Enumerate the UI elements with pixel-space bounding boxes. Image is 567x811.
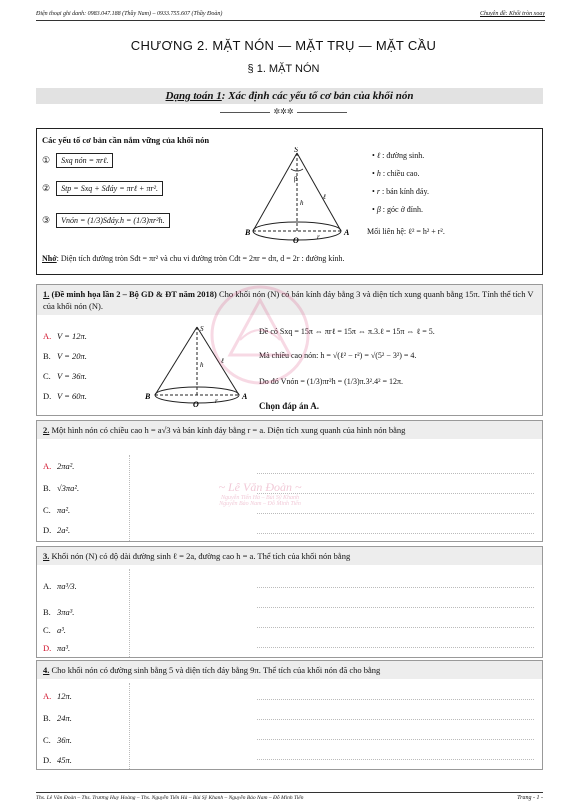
stars-divider: ✲✲✲	[0, 107, 567, 116]
solution-line: Đề có Sxq = 15π ⇔ πrℓ = 15π ⇔ π.3.ℓ = 15π ⇔ ℓ = 5.	[259, 327, 435, 336]
svg-text:r: r	[215, 397, 218, 405]
solution-answer: Chọn đáp án A.	[259, 401, 320, 411]
header-contact: Điện thoại ghi danh: 0983.047.188 (Thầy Nam) – 0933.755.607 (Thầy Đoàn)	[36, 11, 223, 17]
question-1-option-c[interactable]: C. V = 36π.	[43, 371, 87, 381]
legend-item: • β : góc ở đỉnh.	[372, 205, 424, 214]
question-3-option-a[interactable]: A. πa³/3.	[43, 581, 77, 591]
watermark-logo-icon	[200, 280, 320, 390]
legend-item: • ℓ : đường sinh.	[372, 151, 425, 160]
section-title: § 1. MẶT NÓN	[247, 63, 320, 75]
cone-label-l: ℓ	[323, 193, 326, 201]
question-4-option-b[interactable]: B. 24π.	[43, 713, 72, 723]
page-number: Trang - 1 -	[517, 795, 543, 801]
question-1-option-d[interactable]: D. V = 60π.	[43, 391, 87, 401]
question-4-option-d[interactable]: D. 45π.	[43, 755, 72, 765]
relation: Mối liên hệ: ℓ² = h² + r².	[367, 227, 445, 236]
question-1-stem: 1. (Đề minh họa lần 2 – Bộ GD & ĐT năm 2018) Cho khối nón (N) có bán kính đáy bằng 3 và diện tích xung quanh bằng 15π. Tính thể tích V của khối nón (N).	[37, 285, 542, 315]
header-topic: Chuyên đề: Khối tròn xoay	[480, 11, 545, 17]
formula-1: ① Sxq nón = πrℓ.	[42, 153, 113, 168]
question-2-option-a[interactable]: A. 2πa².	[43, 461, 75, 471]
svg-text:A: A	[242, 392, 248, 401]
formula-3: ③ Vnón = (1/3)Sđáy.h = (1/3)πr²h.	[42, 213, 170, 228]
topic-title: : Xác định các yếu tố cơ bản của khối nón	[221, 90, 414, 102]
page-header	[36, 10, 545, 21]
question-3-option-b[interactable]: B. 3πa³.	[43, 607, 75, 617]
footer-authors: Ths. Lê Văn Đoàn – Ths. Trương Huy Hoàng – Ths. Nguyễn Tiến Hà – Bùi Sỹ Khanh – Nguyễn Bảo Nam – Đỗ Minh Tiến	[36, 795, 304, 801]
svg-text:O: O	[193, 400, 199, 409]
cone-label-o: O	[293, 236, 299, 245]
legend-item: • h : chiều cao.	[372, 169, 420, 178]
formula-2: ② Stp = Sxq + Sđáy = πrℓ + πr².	[42, 181, 163, 196]
svg-text:S: S	[200, 325, 204, 333]
watermark-text: ~ Lê Văn Đoàn ~ Nguyễn Tiến Hà – Bùi Sỹ Khanh Nguyễn Bảo Nam – Đỗ Minh Tiến	[218, 480, 302, 507]
cone-label-h: h	[300, 199, 304, 207]
cone-diagram	[245, 147, 355, 247]
svg-text:h: h	[200, 361, 204, 369]
svg-text:B: B	[145, 392, 151, 401]
cone-label-s: S	[294, 147, 298, 154]
solution-line: Do đó Vnón = (1/3)πr²h = (1/3)π.3².4² = 12π.	[259, 377, 404, 386]
question-3-option-c[interactable]: C. a³.	[43, 625, 66, 635]
question-2-option-c[interactable]: C. πa².	[43, 505, 71, 515]
question-2-option-d[interactable]: D. 2a².	[43, 525, 71, 535]
question-3-stem: 3. Khối nón (N) có độ dài đường sinh ℓ = 2a, đường cao h = a. Thể tích của khối nón bằng	[37, 547, 542, 565]
cone-label-beta: β	[294, 175, 298, 183]
question-1-option-b[interactable]: B. V = 20π.	[43, 351, 87, 361]
summary-title: Các yếu tố cơ bản cần nắm vững của khối nón	[42, 135, 210, 145]
cone-label-b: B	[245, 228, 251, 237]
topic-banner	[36, 88, 543, 104]
summary-box	[36, 128, 543, 275]
page-footer	[36, 792, 543, 801]
question-3-option-d[interactable]: D. πa³.	[43, 643, 71, 653]
note: Nhớ: Diện tích đường tròn Sđt = πr² và chu vi đường tròn Cđt = 2πr = dπ, d = 2r : đường kính.	[42, 254, 345, 263]
question-3	[36, 546, 543, 658]
question-4-stem: 4. Cho khối nón có đường sinh bằng 5 và diện tích đáy bằng 9π. Thể tích của khối nón đã cho bằng	[37, 661, 542, 679]
question-2-stem: 2. Một hình nón có chiều cao h = a√3 và bán kính đáy bằng r = a. Diện tích xung quanh của hình nón bằng	[37, 421, 542, 439]
question-4-option-a[interactable]: A. 12π.	[43, 691, 72, 701]
topic-label: Dạng toán 1	[165, 90, 222, 102]
cone-label-r: r	[317, 233, 320, 241]
cone-label-a: A	[344, 228, 350, 237]
question-1-option-a[interactable]: A. V = 12π.	[43, 331, 87, 341]
chapter-title: CHƯƠNG 2. MẶT NÓN — MẶT TRỤ — MẶT CẦU	[130, 38, 437, 53]
svg-text:ℓ: ℓ	[221, 357, 224, 365]
legend-item: • r : bán kính đáy.	[372, 187, 429, 196]
solution-line: Mà chiều cao nón: h = √(ℓ² − r²) = √(5² − 3²) = 4.	[259, 351, 417, 360]
question-4	[36, 660, 543, 770]
question-4-option-c[interactable]: C. 36π.	[43, 735, 72, 745]
question-2-option-b[interactable]: B. √3πa².	[43, 483, 80, 493]
